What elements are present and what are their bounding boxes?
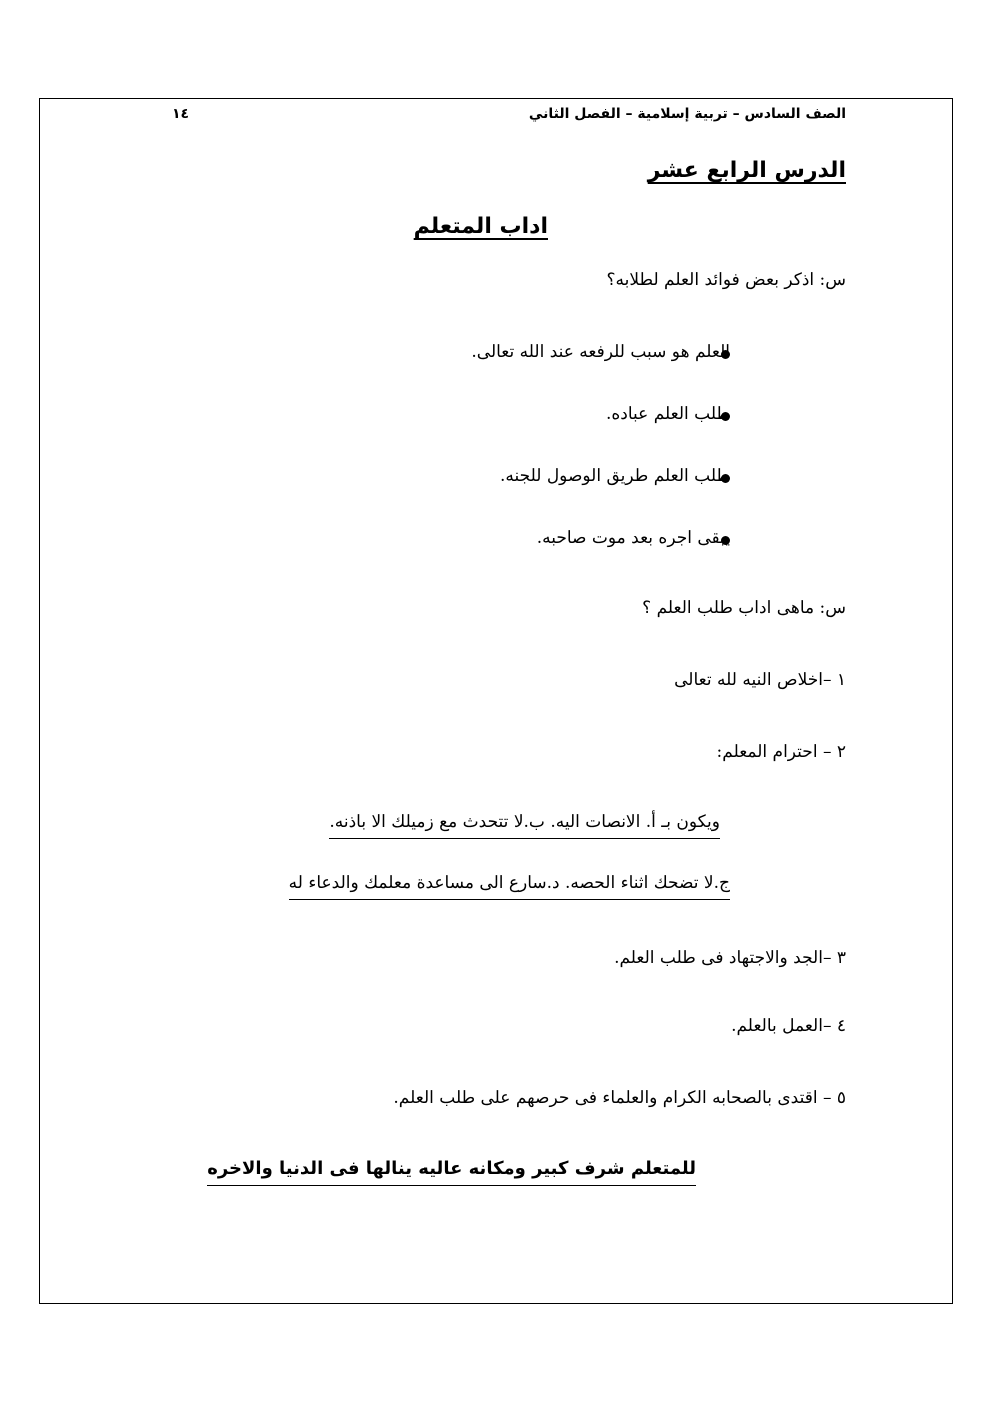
etiquette-item-1: ١ –اخلاص النيه لله تعالى <box>674 670 846 690</box>
etiquette-item-5: ٥ – اقتدى بالصحابه الكرام والعلماء فى حرصهم على طلب العلم. <box>393 1088 846 1108</box>
respect-detail-line-1: ويكون بـ أ. الانصات اليه. ب.لا تتحدث مع زميلك الا باذنه. <box>329 812 720 839</box>
header-title: الصف السادس – تربية إسلامية – الفصل الثاني <box>528 106 846 122</box>
page-number: ١٤ <box>172 106 190 122</box>
etiquette-item-3: ٣ –الجد والاجتهاد فى طلب العلم. <box>614 948 846 968</box>
lesson-title: الدرس الرابع عشر <box>647 158 846 183</box>
benefit-item: طلب العلم طريق الوصول للجنه. <box>499 466 730 486</box>
conclusion-statement: للمتعلم شرف كبير ومكانه عاليه ينالها فى الدنيا والاخره <box>207 1158 696 1186</box>
question-benefits: س: اذكر بعض فوائد العلم لطلابه؟ <box>606 270 846 290</box>
etiquette-item-4: ٤ –العمل بالعلم. <box>731 1016 846 1036</box>
subject-title: اداب المتعلم <box>413 214 548 239</box>
benefit-item: العلم هو سبب للرفعه عند الله تعالى. <box>471 342 730 362</box>
benefit-item: يبقى اجره بعد موت صاحبه. <box>536 528 730 548</box>
question-etiquettes: س: ماهى اداب طلب العلم ؟ <box>642 598 846 618</box>
etiquette-item-2: ٢ – احترام المعلم: <box>716 742 846 762</box>
benefit-item: طلب العلم عباده. <box>605 404 730 424</box>
respect-detail-line-2: ج.لا تضحك اثناء الحصه. د.سارع الى مساعدة معلمك والدعاء له <box>289 873 730 900</box>
